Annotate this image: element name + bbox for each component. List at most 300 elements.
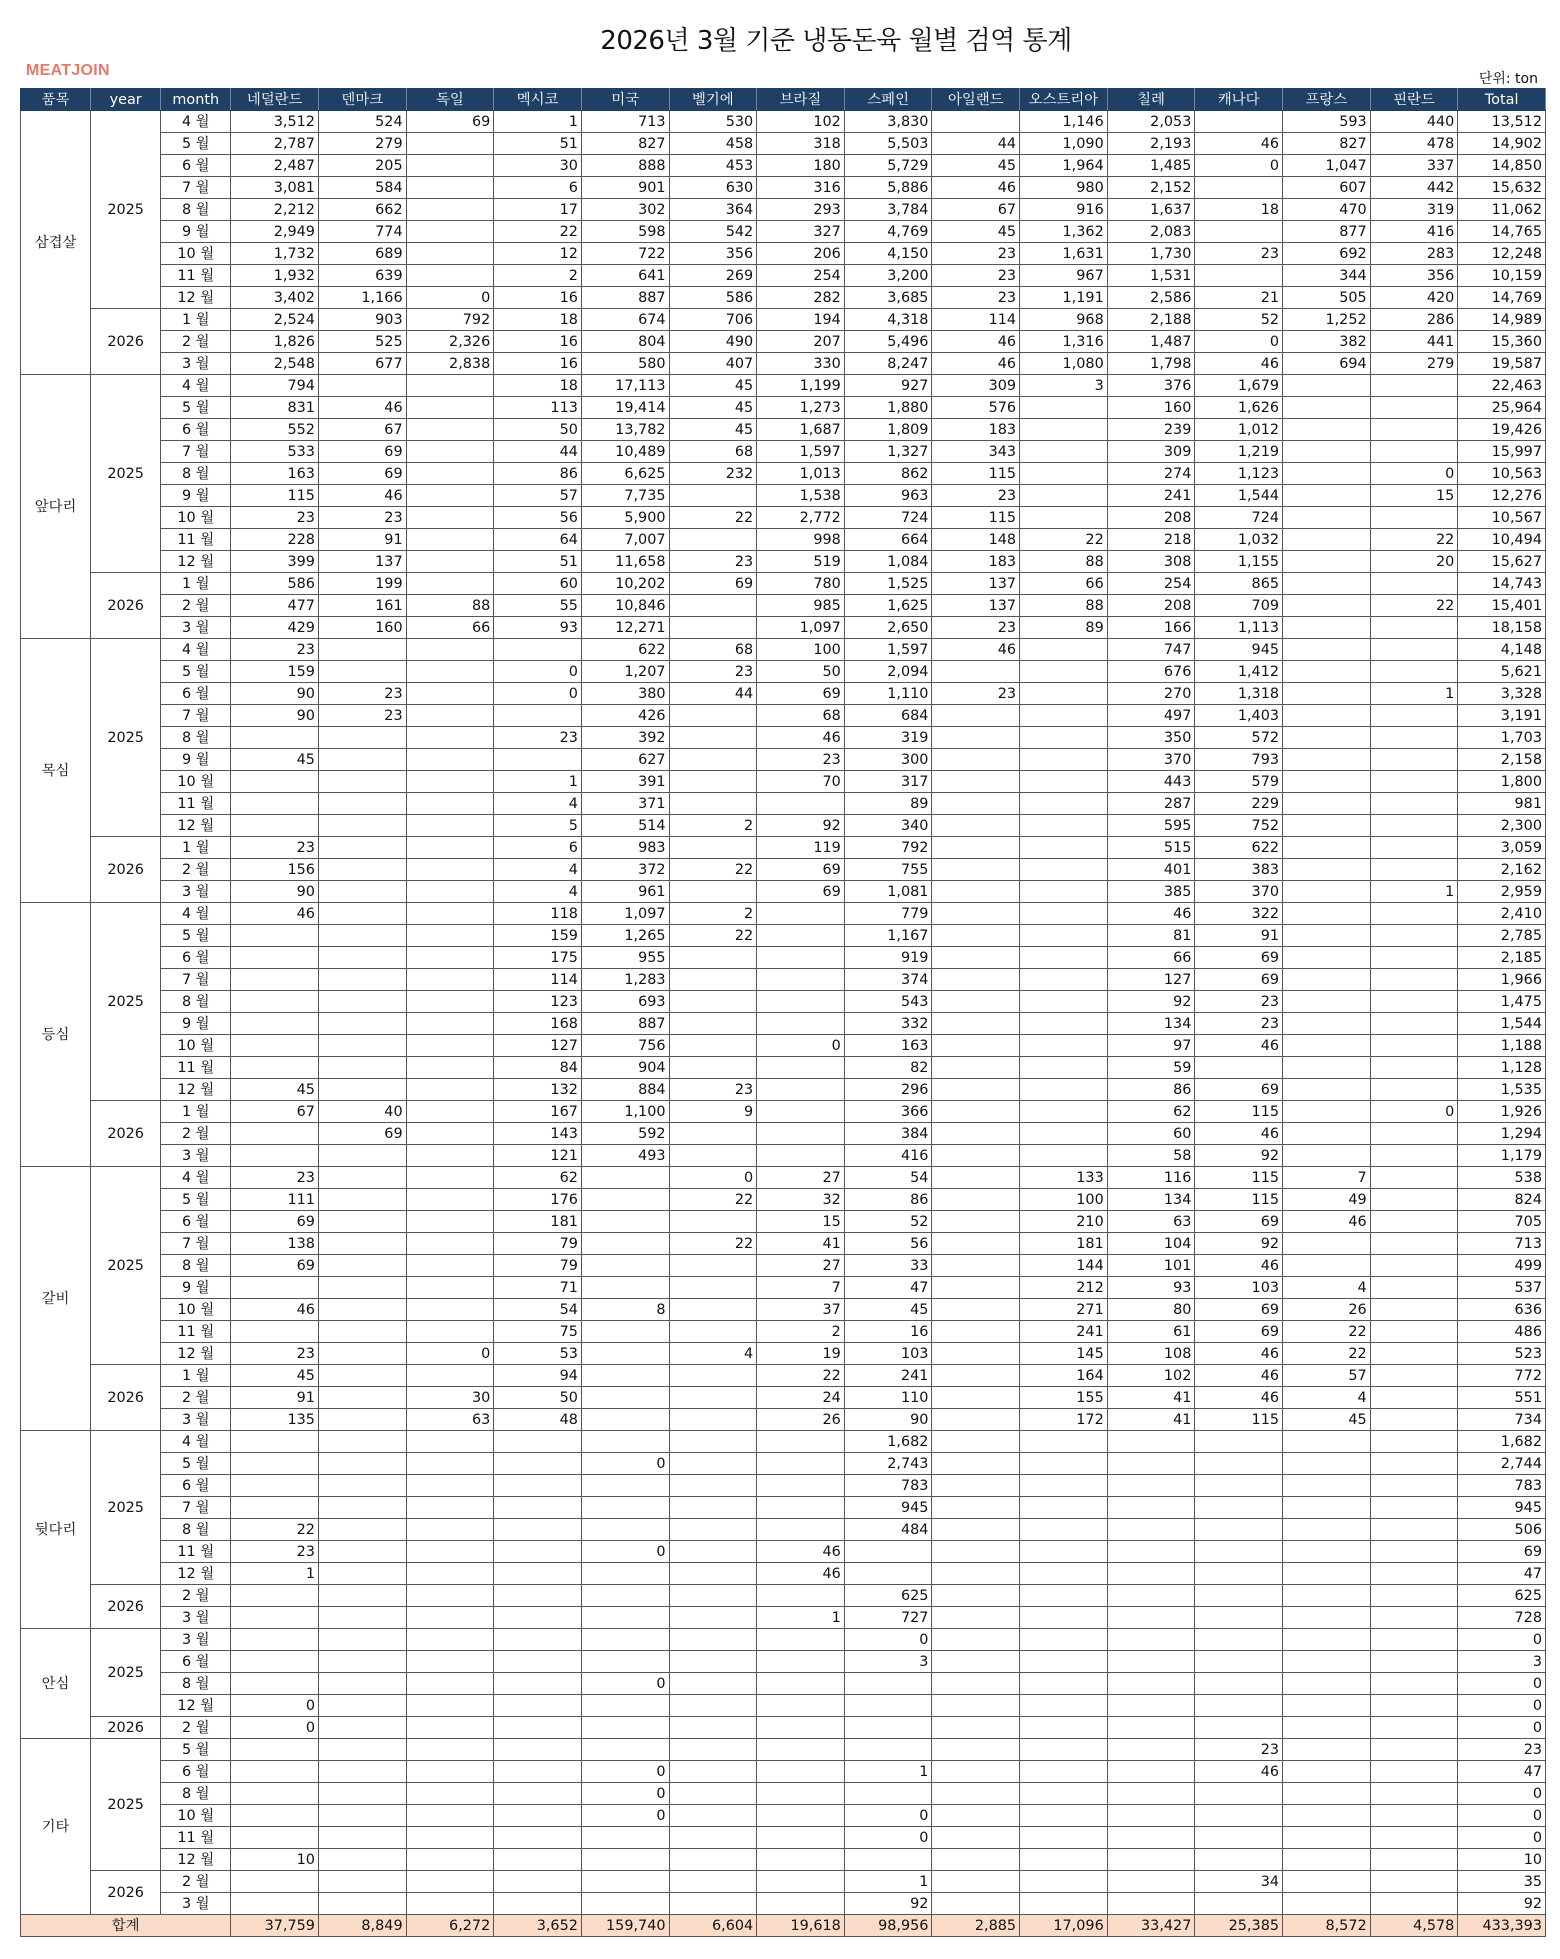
value-cell bbox=[1370, 1783, 1458, 1805]
value-cell bbox=[1283, 1519, 1371, 1541]
value-cell bbox=[1370, 793, 1458, 815]
value-cell bbox=[318, 1563, 406, 1585]
value-cell bbox=[1370, 375, 1458, 397]
value-cell bbox=[231, 1805, 319, 1827]
value-cell bbox=[318, 639, 406, 661]
value-cell: 827 bbox=[581, 133, 669, 155]
value-cell: 12,248 bbox=[1458, 243, 1546, 265]
value-cell bbox=[757, 1013, 845, 1035]
value-cell bbox=[1370, 969, 1458, 991]
value-cell: 23 bbox=[1195, 1739, 1283, 1761]
value-cell bbox=[1370, 903, 1458, 925]
value-cell: 499 bbox=[1458, 1255, 1546, 1277]
value-cell bbox=[1370, 1343, 1458, 1365]
value-cell bbox=[1283, 1255, 1371, 1277]
value-cell bbox=[1020, 1453, 1108, 1475]
value-cell bbox=[757, 1079, 845, 1101]
value-cell bbox=[1107, 1541, 1195, 1563]
value-cell bbox=[406, 991, 494, 1013]
value-cell bbox=[318, 727, 406, 749]
value-cell: 13,512 bbox=[1458, 111, 1546, 133]
value-cell bbox=[1370, 1673, 1458, 1695]
table-row bbox=[21, 1541, 1546, 1563]
value-cell bbox=[581, 1431, 669, 1453]
value-cell bbox=[1283, 749, 1371, 771]
month-cell: 3 월 bbox=[161, 1607, 231, 1629]
value-cell bbox=[932, 705, 1020, 727]
total-value-cell: 3,652 bbox=[494, 1915, 582, 1937]
column-header: 스페인 bbox=[844, 89, 932, 111]
value-cell bbox=[669, 1893, 757, 1915]
value-cell bbox=[669, 1739, 757, 1761]
table-row bbox=[21, 1035, 1546, 1057]
value-cell bbox=[581, 1893, 669, 1915]
value-cell: 772 bbox=[1458, 1365, 1546, 1387]
value-cell: 490 bbox=[669, 331, 757, 353]
value-cell: 2,152 bbox=[1107, 177, 1195, 199]
value-cell: 86 bbox=[1107, 1079, 1195, 1101]
value-cell bbox=[406, 1695, 494, 1717]
value-cell: 0 bbox=[494, 661, 582, 683]
value-cell: 1,531 bbox=[1107, 265, 1195, 287]
value-cell: 100 bbox=[1020, 1189, 1108, 1211]
value-cell bbox=[318, 1145, 406, 1167]
value-cell: 622 bbox=[1195, 837, 1283, 859]
value-cell bbox=[318, 1431, 406, 1453]
value-cell: 862 bbox=[844, 463, 932, 485]
value-cell: 2,743 bbox=[844, 1453, 932, 1475]
value-cell bbox=[1283, 1607, 1371, 1629]
value-cell: 127 bbox=[1107, 969, 1195, 991]
value-cell bbox=[669, 1783, 757, 1805]
table-row bbox=[21, 1475, 1546, 1497]
value-cell bbox=[669, 1717, 757, 1739]
table-row bbox=[21, 1453, 1546, 1475]
value-cell: 1,597 bbox=[844, 639, 932, 661]
value-cell: 6 bbox=[494, 177, 582, 199]
value-cell bbox=[231, 1739, 319, 1761]
value-cell bbox=[1283, 991, 1371, 1013]
value-cell: 33 bbox=[844, 1255, 932, 1277]
table-row bbox=[21, 1783, 1546, 1805]
value-cell: 1,166 bbox=[318, 287, 406, 309]
value-cell: 7 bbox=[1283, 1167, 1371, 1189]
value-cell bbox=[1370, 1827, 1458, 1849]
value-cell bbox=[406, 881, 494, 903]
value-cell bbox=[318, 1343, 406, 1365]
value-cell: 12,276 bbox=[1458, 485, 1546, 507]
value-cell: 1,273 bbox=[757, 397, 845, 419]
value-cell bbox=[1283, 1123, 1371, 1145]
year-cell: 2025 bbox=[91, 111, 161, 309]
value-cell bbox=[1195, 265, 1283, 287]
value-cell bbox=[1283, 375, 1371, 397]
value-cell bbox=[757, 1651, 845, 1673]
value-cell: 148 bbox=[932, 529, 1020, 551]
value-cell bbox=[757, 991, 845, 1013]
value-cell: 19 bbox=[757, 1343, 845, 1365]
value-cell bbox=[318, 1893, 406, 1915]
month-cell: 2 월 bbox=[161, 1387, 231, 1409]
value-cell bbox=[669, 1211, 757, 1233]
value-cell: 23 bbox=[757, 749, 845, 771]
value-cell bbox=[1283, 1717, 1371, 1739]
value-cell bbox=[406, 815, 494, 837]
value-cell: 66 bbox=[406, 617, 494, 639]
value-cell: 4 bbox=[1283, 1387, 1371, 1409]
value-cell: 41 bbox=[1107, 1387, 1195, 1409]
value-cell: 1,798 bbox=[1107, 353, 1195, 375]
value-cell: 115 bbox=[932, 463, 1020, 485]
value-cell bbox=[1283, 1761, 1371, 1783]
value-cell: 5,886 bbox=[844, 177, 932, 199]
value-cell bbox=[494, 1497, 582, 1519]
value-cell bbox=[669, 1497, 757, 1519]
value-cell: 46 bbox=[1195, 1035, 1283, 1057]
value-cell: 69 bbox=[318, 463, 406, 485]
value-cell: 23 bbox=[231, 639, 319, 661]
column-header: 벨기에 bbox=[669, 89, 757, 111]
value-cell: 46 bbox=[1195, 1761, 1283, 1783]
category-cell: 뒷다리 bbox=[21, 1431, 91, 1629]
value-cell: 254 bbox=[1107, 573, 1195, 595]
value-cell: 286 bbox=[1370, 309, 1458, 331]
value-cell: 15,360 bbox=[1458, 331, 1546, 353]
value-cell: 641 bbox=[581, 265, 669, 287]
value-cell bbox=[581, 1211, 669, 1233]
value-cell: 407 bbox=[669, 353, 757, 375]
value-cell: 356 bbox=[669, 243, 757, 265]
value-cell: 1,732 bbox=[231, 243, 319, 265]
value-cell: 627 bbox=[581, 749, 669, 771]
value-cell bbox=[494, 1541, 582, 1563]
value-cell bbox=[932, 1497, 1020, 1519]
value-cell: 486 bbox=[1458, 1321, 1546, 1343]
value-cell bbox=[1107, 1695, 1195, 1717]
value-cell bbox=[1370, 1365, 1458, 1387]
value-cell: 443 bbox=[1107, 771, 1195, 793]
value-cell bbox=[1283, 1651, 1371, 1673]
value-cell bbox=[669, 1805, 757, 1827]
value-cell bbox=[1283, 1431, 1371, 1453]
value-cell: 104 bbox=[1107, 1233, 1195, 1255]
value-cell bbox=[1283, 1585, 1371, 1607]
value-cell: 316 bbox=[757, 177, 845, 199]
table-row bbox=[21, 1123, 1546, 1145]
value-cell: 337 bbox=[1370, 155, 1458, 177]
month-cell: 11 월 bbox=[161, 265, 231, 287]
value-cell bbox=[494, 639, 582, 661]
value-cell: 22 bbox=[669, 859, 757, 881]
month-cell: 11 월 bbox=[161, 1321, 231, 1343]
value-cell: 118 bbox=[494, 903, 582, 925]
value-cell: 22 bbox=[1020, 529, 1108, 551]
value-cell: 0 bbox=[1370, 1101, 1458, 1123]
value-cell: 60 bbox=[1107, 1123, 1195, 1145]
table-row bbox=[21, 573, 1546, 595]
value-cell bbox=[844, 1717, 932, 1739]
value-cell: 0 bbox=[581, 1541, 669, 1563]
value-cell: 86 bbox=[844, 1189, 932, 1211]
value-cell: 44 bbox=[494, 441, 582, 463]
value-cell: 1 bbox=[231, 1563, 319, 1585]
month-cell: 12 월 bbox=[161, 1849, 231, 1871]
value-cell: 88 bbox=[1020, 595, 1108, 617]
month-cell: 6 월 bbox=[161, 683, 231, 705]
month-cell: 2 월 bbox=[161, 859, 231, 881]
column-header: 멕시코 bbox=[494, 89, 582, 111]
value-cell bbox=[1283, 485, 1371, 507]
value-cell bbox=[1370, 925, 1458, 947]
value-cell bbox=[1283, 507, 1371, 529]
value-cell: 927 bbox=[844, 375, 932, 397]
value-cell: 364 bbox=[669, 199, 757, 221]
value-cell bbox=[757, 903, 845, 925]
value-cell: 159 bbox=[231, 661, 319, 683]
table-row bbox=[21, 837, 1546, 859]
value-cell: 10,563 bbox=[1458, 463, 1546, 485]
value-cell: 15,997 bbox=[1458, 441, 1546, 463]
value-cell: 63 bbox=[1107, 1211, 1195, 1233]
value-cell bbox=[318, 1321, 406, 1343]
value-cell bbox=[1370, 1629, 1458, 1651]
table-row bbox=[21, 551, 1546, 573]
month-cell: 8 월 bbox=[161, 1255, 231, 1277]
value-cell: 164 bbox=[1020, 1365, 1108, 1387]
table-row bbox=[21, 595, 1546, 617]
value-cell: 576 bbox=[932, 397, 1020, 419]
value-cell: 8 bbox=[581, 1299, 669, 1321]
value-cell: 23 bbox=[932, 485, 1020, 507]
value-cell: 160 bbox=[1107, 397, 1195, 419]
value-cell bbox=[231, 815, 319, 837]
value-cell: 21 bbox=[1195, 287, 1283, 309]
value-cell: 81 bbox=[1107, 925, 1195, 947]
month-cell: 1 월 bbox=[161, 573, 231, 595]
value-cell bbox=[1283, 1827, 1371, 1849]
value-cell bbox=[932, 1013, 1020, 1035]
column-header: 품목 bbox=[21, 89, 91, 111]
value-cell bbox=[1020, 1101, 1108, 1123]
total-row bbox=[21, 1915, 1546, 1937]
value-cell bbox=[932, 1299, 1020, 1321]
value-cell: 724 bbox=[1195, 507, 1283, 529]
value-cell: 722 bbox=[581, 243, 669, 265]
value-cell: 67 bbox=[318, 419, 406, 441]
year-cell: 2025 bbox=[91, 903, 161, 1101]
value-cell bbox=[1195, 1805, 1283, 1827]
value-cell bbox=[1195, 1629, 1283, 1651]
table-row bbox=[21, 529, 1546, 551]
value-cell: 23 bbox=[932, 287, 1020, 309]
value-cell bbox=[1283, 1145, 1371, 1167]
value-cell: 115 bbox=[932, 507, 1020, 529]
month-cell: 1 월 bbox=[161, 1365, 231, 1387]
value-cell: 135 bbox=[231, 1409, 319, 1431]
value-cell: 10,202 bbox=[581, 573, 669, 595]
value-cell: 1,081 bbox=[844, 881, 932, 903]
value-cell bbox=[1370, 1849, 1458, 1871]
value-cell: 60 bbox=[494, 573, 582, 595]
value-cell: 46 bbox=[231, 903, 319, 925]
value-cell: 176 bbox=[494, 1189, 582, 1211]
value-cell bbox=[1195, 1849, 1283, 1871]
value-cell: 27 bbox=[757, 1167, 845, 1189]
value-cell: 401 bbox=[1107, 859, 1195, 881]
value-cell bbox=[581, 1475, 669, 1497]
value-cell: 13,782 bbox=[581, 419, 669, 441]
value-cell: 831 bbox=[231, 397, 319, 419]
value-cell: 1,525 bbox=[844, 573, 932, 595]
month-cell: 9 월 bbox=[161, 749, 231, 771]
month-cell: 7 월 bbox=[161, 705, 231, 727]
value-cell bbox=[581, 1497, 669, 1519]
month-cell: 10 월 bbox=[161, 1805, 231, 1827]
value-cell: 0 bbox=[581, 1453, 669, 1475]
month-cell: 8 월 bbox=[161, 199, 231, 221]
value-cell: 3,328 bbox=[1458, 683, 1546, 705]
value-cell: 116 bbox=[1107, 1167, 1195, 1189]
value-cell bbox=[406, 1651, 494, 1673]
value-cell bbox=[1107, 1519, 1195, 1541]
value-cell: 115 bbox=[231, 485, 319, 507]
value-cell: 22 bbox=[1283, 1321, 1371, 1343]
value-cell: 14,769 bbox=[1458, 287, 1546, 309]
value-cell: 622 bbox=[581, 639, 669, 661]
value-cell bbox=[318, 969, 406, 991]
value-cell bbox=[1283, 903, 1371, 925]
value-cell bbox=[406, 1277, 494, 1299]
value-cell: 32 bbox=[757, 1189, 845, 1211]
month-cell: 2 월 bbox=[161, 1871, 231, 1893]
month-cell: 9 월 bbox=[161, 221, 231, 243]
value-cell: 662 bbox=[318, 199, 406, 221]
value-cell: 69 bbox=[318, 441, 406, 463]
table-row bbox=[21, 177, 1546, 199]
value-cell: 206 bbox=[757, 243, 845, 265]
value-cell: 11,658 bbox=[581, 551, 669, 573]
value-cell: 47 bbox=[844, 1277, 932, 1299]
value-cell: 888 bbox=[581, 155, 669, 177]
value-cell bbox=[406, 1123, 494, 1145]
value-cell: 22 bbox=[669, 925, 757, 947]
month-cell: 4 월 bbox=[161, 111, 231, 133]
month-cell: 12 월 bbox=[161, 551, 231, 573]
year-cell: 2026 bbox=[91, 573, 161, 639]
month-cell: 3 월 bbox=[161, 1409, 231, 1431]
value-cell bbox=[406, 1563, 494, 1585]
value-cell: 18 bbox=[1195, 199, 1283, 221]
value-cell: 56 bbox=[844, 1233, 932, 1255]
value-cell: 46 bbox=[1195, 1387, 1283, 1409]
value-cell: 180 bbox=[757, 155, 845, 177]
total-value-cell: 8,572 bbox=[1283, 1915, 1371, 1937]
value-cell: 115 bbox=[1195, 1101, 1283, 1123]
value-cell: 592 bbox=[581, 1123, 669, 1145]
value-cell bbox=[669, 1475, 757, 1497]
value-cell bbox=[318, 1409, 406, 1431]
value-cell bbox=[932, 1871, 1020, 1893]
value-cell: 625 bbox=[844, 1585, 932, 1607]
value-cell: 22 bbox=[1370, 529, 1458, 551]
value-cell: 47 bbox=[1458, 1563, 1546, 1585]
value-cell bbox=[318, 1849, 406, 1871]
month-cell: 8 월 bbox=[161, 991, 231, 1013]
value-cell bbox=[932, 1123, 1020, 1145]
value-cell: 23 bbox=[932, 265, 1020, 287]
value-cell bbox=[494, 1519, 582, 1541]
value-cell: 52 bbox=[844, 1211, 932, 1233]
value-cell bbox=[1020, 991, 1108, 1013]
month-cell: 5 월 bbox=[161, 925, 231, 947]
value-cell: 4 bbox=[494, 793, 582, 815]
value-cell: 84 bbox=[494, 1057, 582, 1079]
value-cell bbox=[231, 1035, 319, 1057]
value-cell: 6,625 bbox=[581, 463, 669, 485]
value-cell bbox=[231, 1453, 319, 1475]
year-cell: 2025 bbox=[91, 1629, 161, 1717]
value-cell bbox=[1195, 1893, 1283, 1915]
value-cell: 46 bbox=[1195, 1123, 1283, 1145]
value-cell bbox=[1020, 507, 1108, 529]
value-cell: 5,503 bbox=[844, 133, 932, 155]
value-cell: 300 bbox=[844, 749, 932, 771]
value-cell bbox=[932, 1057, 1020, 1079]
value-cell: 46 bbox=[757, 727, 845, 749]
value-cell bbox=[1107, 1739, 1195, 1761]
value-cell: 114 bbox=[932, 309, 1020, 331]
value-cell bbox=[669, 1629, 757, 1651]
month-cell: 12 월 bbox=[161, 1695, 231, 1717]
value-cell: 22 bbox=[669, 1233, 757, 1255]
value-cell: 61 bbox=[1107, 1321, 1195, 1343]
value-cell: 3,830 bbox=[844, 111, 932, 133]
value-cell: 1,013 bbox=[757, 463, 845, 485]
value-cell: 37 bbox=[757, 1299, 845, 1321]
value-cell bbox=[932, 1717, 1020, 1739]
value-cell: 4,769 bbox=[844, 221, 932, 243]
value-cell bbox=[844, 1849, 932, 1871]
value-cell bbox=[1020, 485, 1108, 507]
value-cell bbox=[669, 1365, 757, 1387]
value-cell: 3 bbox=[1458, 1651, 1546, 1673]
value-cell: 322 bbox=[1195, 903, 1283, 925]
value-cell bbox=[1370, 1277, 1458, 1299]
value-cell bbox=[318, 1277, 406, 1299]
value-cell bbox=[757, 1431, 845, 1453]
value-cell: 1,146 bbox=[1020, 111, 1108, 133]
value-cell bbox=[318, 1365, 406, 1387]
value-cell: 1,318 bbox=[1195, 683, 1283, 705]
value-cell bbox=[231, 1431, 319, 1453]
value-cell bbox=[669, 485, 757, 507]
month-cell: 5 월 bbox=[161, 1453, 231, 1475]
value-cell bbox=[494, 1651, 582, 1673]
value-cell: 46 bbox=[932, 331, 1020, 353]
value-cell: 23 bbox=[231, 837, 319, 859]
value-cell bbox=[406, 177, 494, 199]
value-cell bbox=[231, 1607, 319, 1629]
value-cell bbox=[932, 111, 1020, 133]
value-cell bbox=[1370, 573, 1458, 595]
value-cell: 11,062 bbox=[1458, 199, 1546, 221]
table-row bbox=[21, 1761, 1546, 1783]
value-cell: 134 bbox=[1107, 1013, 1195, 1035]
value-cell: 15,632 bbox=[1458, 177, 1546, 199]
total-value-cell: 25,385 bbox=[1195, 1915, 1283, 1937]
value-cell bbox=[932, 815, 1020, 837]
value-cell bbox=[581, 1189, 669, 1211]
